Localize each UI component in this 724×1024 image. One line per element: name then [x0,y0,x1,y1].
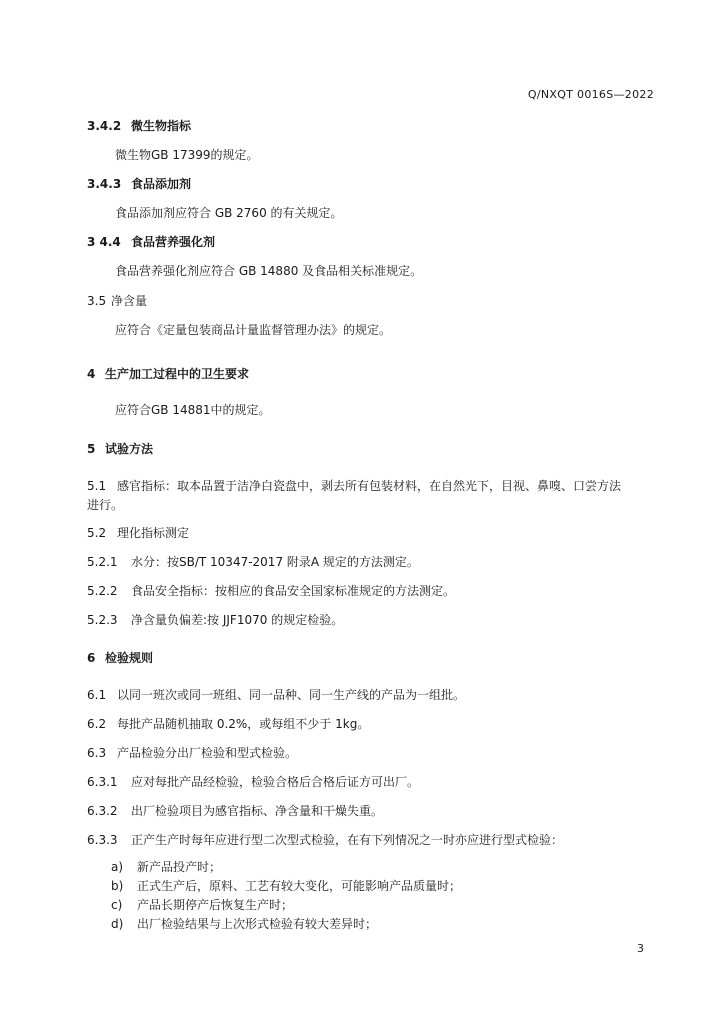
list-text: 新产品投产时； [137,860,222,874]
section-4-heading [87,367,249,381]
section-text: 应对每批产品经检验，检验合格后合格后证方可出厂。 [131,775,420,789]
section-4-text: 应符合GB 14881中的规定。 [115,403,271,417]
section-title: 检验规则 [105,651,154,665]
section-3-4-2-text: 微生物GB 17399的规定。 [115,148,259,162]
section-number: 6.3.3 [87,833,118,847]
section-5-1-line2: 进行。 [87,498,124,512]
section-6-heading [87,651,153,665]
section-text: 食品安全指标：按相应的食品安全国家标准规定的方法测定。 [131,584,456,598]
section-6-3-3 [87,833,563,847]
section-number: 3 4.4 [87,235,121,249]
list-text: 产品长期停产后恢复生产时； [137,898,294,912]
section-title: 净含量 [111,294,148,308]
section-3-5-heading [87,294,147,308]
list-text: 正式生产后，原料、工艺有较大变化，可能影响产品质量时； [137,879,462,893]
section-number: 6.3 [87,746,107,760]
list-item [111,917,377,931]
section-number: 6 [87,651,96,665]
section-number: 6.3.1 [87,775,118,789]
page-number: 3 [637,942,644,955]
section-6-3-1 [87,775,419,789]
section-text: 产品检验分出厂检验和型式检验。 [117,746,298,760]
list-item [111,898,293,912]
section-3-4-4-text: 食品营养强化剂应符合 GB 14880 及食品相关标准规定。 [115,264,423,278]
document-code: Q/NXQT 0016S—2022 [527,88,654,101]
list-marker: c) [111,898,123,912]
section-5-2 [87,526,189,540]
section-3-5-text: 应符合《定量包装商品计量监督管理办法》的规定。 [115,323,392,337]
section-text: 感官指标：取本品置于洁净白瓷盘中，剥去所有包装材料，在自然光下，目视、鼻嗅、口尝方法 [117,479,622,493]
section-title: 生产加工过程中的卫生要求 [105,367,250,381]
section-number: 4 [87,367,96,381]
section-text: 水分：按SB/T 10347-2017 附录A 规定的方法测定。 [131,555,419,569]
section-number: 6.1 [87,688,107,702]
list-marker: b) [111,879,124,893]
section-3-4-3-text: 食品添加剂应符合 GB 2760 的有关规定。 [115,206,343,220]
section-5-1-line1 [87,479,621,493]
section-3-4-2-heading [87,119,191,133]
section-number: 5.2 [87,526,107,540]
section-number: 5.2.3 [87,613,118,627]
section-text: 正产生产时每年应进行型二次型式检验，在有下列情况之一时亦应进行型式检验： [131,833,564,847]
section-6-2 [87,717,369,731]
section-5-2-2 [87,584,455,598]
section-5-heading [87,442,153,456]
section-number: 5.2.2 [87,584,118,598]
list-marker: a) [111,860,124,874]
section-number: 5 [87,442,96,456]
list-item [111,860,221,874]
section-text: 以同一班次或同一班组、同一品种、同一生产线的产品为一组批。 [117,688,466,702]
section-6-3 [87,746,297,760]
list-item [111,879,461,893]
section-5-2-3 [87,613,343,627]
section-number: 5.2.1 [87,555,118,569]
section-title: 微生物指标 [131,119,192,133]
section-5-2-1 [87,555,419,569]
section-title: 食品添加剂 [131,177,192,191]
list-text: 出厂检验结果与上次形式检验有较大差异时； [137,917,378,931]
section-title: 试验方法 [105,442,154,456]
list-marker: d) [111,917,124,931]
section-text: 理化指标测定 [117,526,190,540]
section-number: 6.2 [87,717,107,731]
section-6-1 [87,688,465,702]
section-title: 食品营养强化剂 [131,235,216,249]
section-number: 6.3.2 [87,804,118,818]
section-3-4-4-heading [87,235,215,249]
section-number: 3.5 [87,294,107,308]
section-text: 每批产品随机抽取 0.2%，或每组不少于 1kg。 [117,717,370,731]
section-number: 3.4.2 [87,119,122,133]
section-3-4-3-heading [87,177,191,191]
section-text: 出厂检验项目为感官指标、净含量和干燥失重。 [131,804,384,818]
section-number: 5.1 [87,479,107,493]
section-6-3-2 [87,804,383,818]
section-number: 3.4.3 [87,177,122,191]
section-text: 净含量负偏差:按 JJF1070 的规定检验。 [131,613,344,627]
